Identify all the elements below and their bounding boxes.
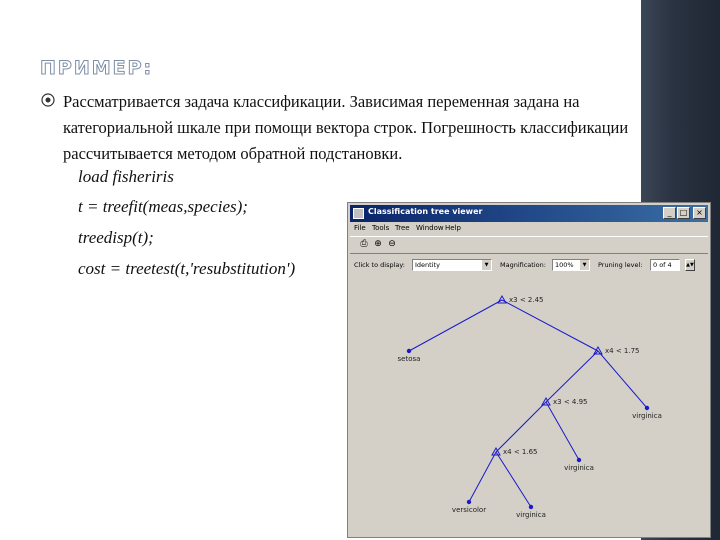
menu-help[interactable]: Help [445,224,461,232]
menu-bar [350,223,708,236]
magnification-select[interactable] [552,259,590,271]
pruning-level-value: 0 of 4 [653,261,672,269]
leaf-class-label: virginica [632,412,662,420]
control-bar [350,255,708,275]
slide-title: ПРИМЕР: [40,57,154,79]
classification-tree [350,278,708,536]
minimize-button[interactable]: _ [663,207,676,219]
close-button[interactable]: × [693,207,706,219]
leaf-node-marker[interactable] [529,505,533,509]
zoom-in-icon[interactable]: ⊕ [374,239,382,249]
code-line: t = treefit(meas,species); [78,197,248,216]
tree-viewer-window [347,202,711,538]
menu-file[interactable]: File [354,224,366,232]
maximize-button[interactable]: □ [677,207,690,219]
pruning-spinner[interactable]: ▲▼ [685,259,695,271]
leaf-class-label: virginica [564,464,594,472]
print-icon[interactable]: ⎙ [360,239,368,249]
menu-window[interactable]: Window [416,224,444,232]
leaf-node-marker[interactable] [407,349,411,353]
leaf-class-label: versicolor [451,506,487,514]
tree-edge [502,300,598,351]
leaf-node-marker[interactable] [645,406,649,410]
window-titlebar[interactable] [350,205,708,222]
app-icon [353,208,364,219]
menu-tree[interactable]: Tree [395,224,410,232]
code-line: cost = treetest(t,'resubstitution') [78,259,296,278]
click-to-display-label: Click to display: [354,261,405,269]
split-rule-label: x4 < 1.75 [605,347,640,355]
leaf-node-marker[interactable] [577,458,581,462]
tree-edge [496,402,546,452]
bullet-paragraph: Рассматривается задача классификации. Зависимая переменная задана на категориальной шкале при помощи вектора строк. Погрешность классификации рассчитывается методом обратной подстановки. [63,92,629,163]
click-to-display-value: Identity [415,261,440,269]
code-line: load fisheriris [78,167,174,186]
magnification-value: 100% [555,261,574,269]
tree-edge [469,452,496,502]
chevron-down-icon: ▼ [580,260,589,270]
tree-canvas [350,278,708,536]
leaf-class-label: setosa [397,355,421,363]
tree-edge [496,452,531,507]
chevron-down-icon: ▼ [482,260,491,270]
pruning-level-field[interactable] [650,259,680,271]
pruning-level-label: Pruning level: [598,261,643,269]
tree-edge [546,402,579,460]
leaf-class-label: virginica [516,511,546,519]
tree-edge [598,351,647,408]
magnification-label: Magnification: [500,261,546,269]
bullet-icon [40,92,56,108]
split-rule-label: x3 < 2.45 [509,296,544,304]
code-line: treedisp(t); [78,228,154,247]
zoom-out-icon[interactable]: ⊖ [388,239,396,249]
menu-tools[interactable]: Tools [372,224,390,232]
split-rule-label: x4 < 1.65 [503,448,538,456]
window-title: Classification tree viewer [368,207,483,216]
split-rule-label: x3 < 4.95 [553,398,588,406]
toolbar [350,236,708,254]
tree-edge [546,351,598,402]
tree-edge [409,300,502,351]
click-to-display-select[interactable] [412,259,492,271]
leaf-node-marker[interactable] [467,500,471,504]
